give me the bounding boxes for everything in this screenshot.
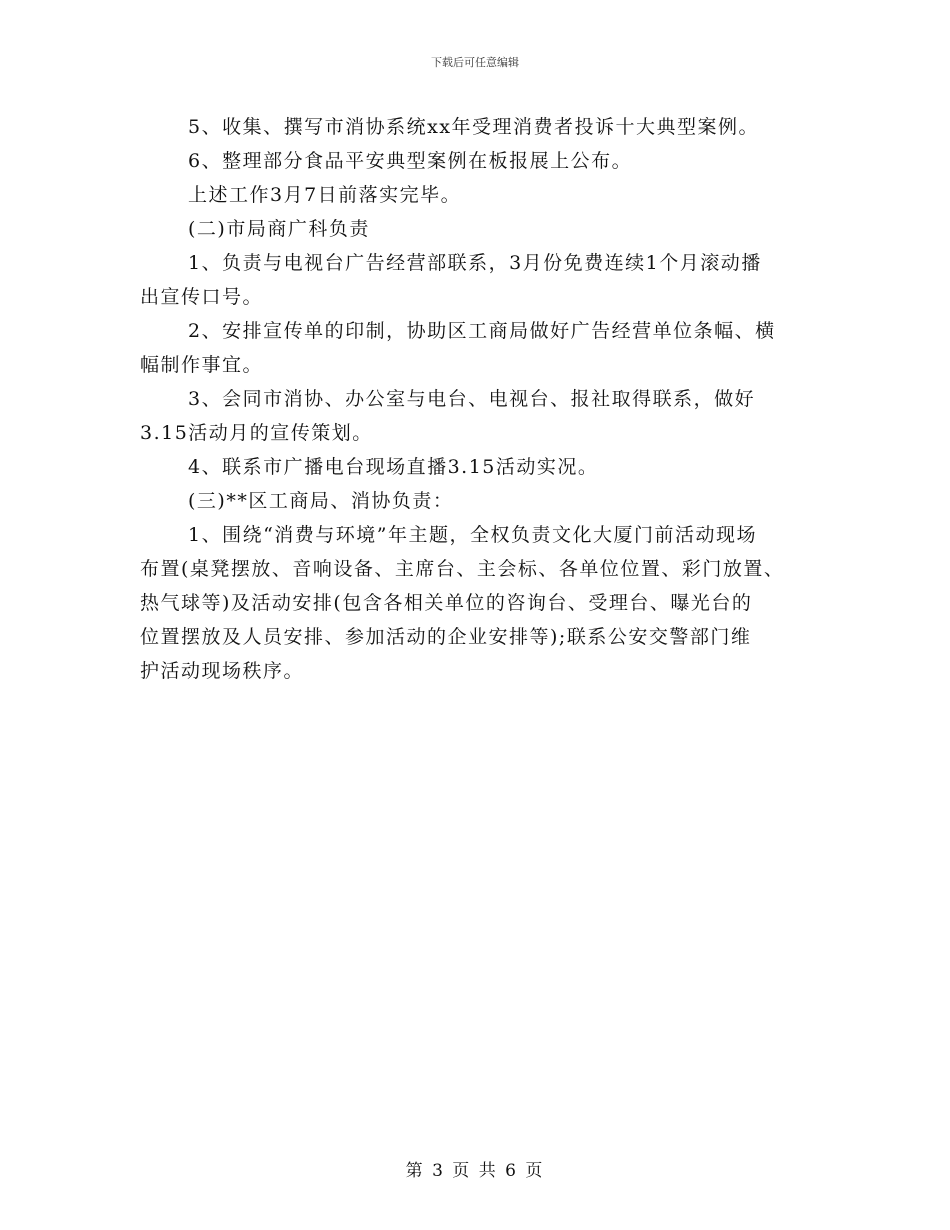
paragraph-line: 1、负责与电视台广告经营部联系，3月份免费连续1个月滚动播 (188, 252, 762, 274)
document-body (140, 110, 830, 688)
paragraph-line: 1、围绕“消费与环境”年主题，全权负责文化大厦门前活动现场 (188, 524, 758, 546)
paragraph-line: 护活动现场秩序。 (140, 660, 305, 682)
section-heading: (二)市局商广科负责 (188, 218, 370, 240)
page-number: 第 3 页 共 6 页 (405, 1161, 545, 1181)
paragraph-line: 2、安排宣传单的印制，协助区工商局做好广告经营单位条幅、横 (188, 320, 776, 342)
section-heading: (三)**区工商局、消协负责： (188, 490, 454, 512)
paragraph-line: 热气球等)及活动安排(包含各相关单位的咨询台、受理台、曝光台的 (140, 592, 753, 614)
paragraph-line: 出宣传口号。 (140, 286, 264, 308)
paragraph-line: 布置(桌凳摆放、音响设备、主席台、主会标、各单位位置、彩门放置、 (140, 558, 785, 580)
paragraph-line: 6、整理部分食品平安典型案例在板报展上公布。 (188, 150, 633, 172)
paragraph-line: 3、会同市消协、办公室与电台、电视台、报社取得联系，做好 (188, 388, 756, 410)
paragraph-line: 4、联系市广播电台现场直播3.15活动实况。 (188, 456, 599, 478)
header-note: 下载后可任意编辑 (431, 56, 519, 69)
paragraph-line: 5、收集、撰写市消协系统xx年受理消费者投诉十大典型案例。 (188, 116, 760, 138)
paragraph-line: 幅制作事宜。 (140, 354, 264, 376)
paragraph-line: 3.15活动月的宣传策划。 (140, 422, 373, 444)
paragraph-line: 位置摆放及人员安排、参加活动的企业安排等);联系公安交警部门维 (140, 626, 752, 648)
paragraph-line: 上述工作3月7日前落实完毕。 (188, 184, 462, 206)
